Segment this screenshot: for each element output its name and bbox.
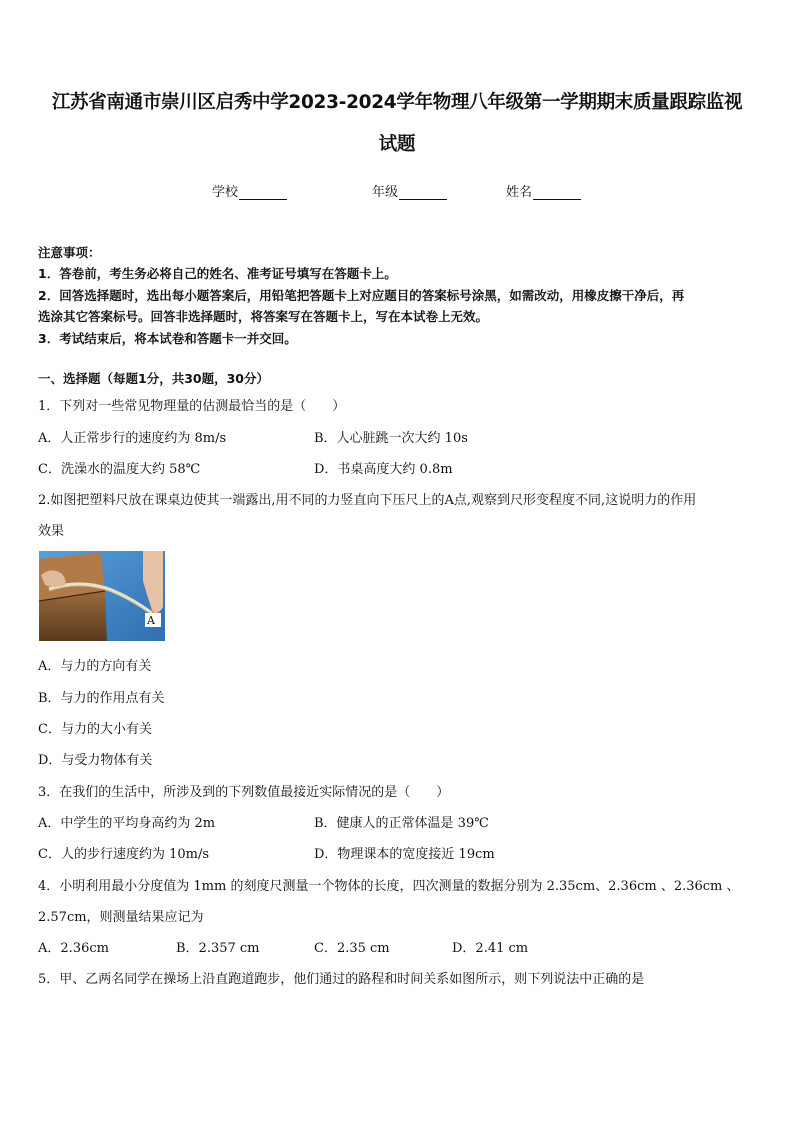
exam-title-line2: 试题 xyxy=(378,134,416,155)
question-3-option-c[interactable]: C．人的步行速度约为 10m/s xyxy=(38,847,209,862)
question-3-option-a[interactable]: A．中学生的平均身高约为 2m xyxy=(38,816,216,831)
point-a-label: A xyxy=(147,614,155,627)
ruler-photo-svg xyxy=(39,551,165,641)
question-4-option-c[interactable]: C．2.35 cm xyxy=(314,941,390,956)
question-2-option-a[interactable]: A．与力的方向有关 xyxy=(38,659,152,674)
question-2-option-c[interactable]: C．与力的大小有关 xyxy=(38,722,152,737)
school-blank[interactable] xyxy=(239,187,287,200)
question-1-option-c[interactable]: C．洗澡水的温度大约 58℃ xyxy=(38,462,201,477)
question-1-option-b[interactable]: B．人心脏跳一次大约 10s xyxy=(314,431,468,446)
name-field xyxy=(506,181,581,200)
question-2-option-b[interactable]: B．与力的作用点有关 xyxy=(38,691,165,706)
question-3-option-d[interactable]: D．物理课本的宽度接近 19cm xyxy=(314,847,495,862)
section-heading: 一、选择题（每题1分，共30题，30分） xyxy=(38,371,269,386)
notice-item-2: 2．回答选择题时，选出每小题答案后，用铅笔把答题卡上对应题目的答案标号涂黑，如需改动，用橡皮擦干净后，再 xyxy=(38,288,685,303)
question-4-stem-cont: 2.57cm，则测量结果应记为 xyxy=(38,910,204,925)
grade-label: 年级 xyxy=(372,185,399,200)
question-1-option-d[interactable]: D．书桌高度大约 0.8m xyxy=(314,462,453,477)
exam-title-line1: 江苏省南通市崇川区启秀中学2023-2024学年物理八年级第一学期期末质量跟踪监视 xyxy=(51,92,743,113)
notice-heading: 注意事项： xyxy=(38,245,101,260)
notice-item-3: 3．考试结束后，将本试卷和答题卡一并交回。 xyxy=(38,331,297,346)
question-5-stem: 5．甲、乙两名同学在操场上沿直跑道跑步，他们通过的路程和时间关系如图所示，则下列说法中正确的是 xyxy=(38,972,645,987)
question-1-stem: 1．下列对一些常见物理量的估测最恰当的是（ ） xyxy=(38,399,346,414)
question-1-option-a[interactable]: A．人正常步行的速度约为 8m/s xyxy=(38,431,227,446)
question-4-option-b[interactable]: B．2.357 cm xyxy=(176,941,260,956)
notice-item-1: 1．答卷前，考生务必将自己的姓名、准考证号填写在答题卡上。 xyxy=(38,266,397,281)
name-label: 姓名 xyxy=(506,185,533,200)
question-2-stem-cont: 效果 xyxy=(38,524,65,539)
notice-item-2-cont: 选涂其它答案标号。回答非选择题时，将答案写在答题卡上，写在本试卷上无效。 xyxy=(38,309,489,324)
question-4-option-a[interactable]: A．2.36cm xyxy=(38,941,109,956)
ruler-on-desk-photo xyxy=(39,551,165,641)
school-field xyxy=(212,181,287,200)
question-3-stem: 3．在我们的生活中，所涉及到的下列数值最接近实际情况的是（ ） xyxy=(38,785,450,800)
name-blank[interactable] xyxy=(533,187,581,200)
question-2-option-d[interactable]: D．与受力物体有关 xyxy=(38,753,153,768)
question-4-option-d[interactable]: D．2.41 cm xyxy=(452,941,529,956)
question-2-stem: 2.如图把塑料尺放在课桌边使其一端露出,用不同的力竖直向下压尺上的A点,观察到尺形变程度不同,这说明力的作用 xyxy=(38,493,697,508)
school-label: 学校 xyxy=(212,185,239,200)
question-4-stem: 4．小明利用最小分度值为 1mm 的刻度尺测量一个物体的长度，四次测量的数据分别为 2.35cm、2.36cm 、2.36cm 、 xyxy=(38,879,740,894)
grade-blank[interactable] xyxy=(399,187,447,200)
grade-field xyxy=(372,181,447,200)
question-3-option-b[interactable]: B．健康人的正常体温是 39℃ xyxy=(314,816,489,831)
